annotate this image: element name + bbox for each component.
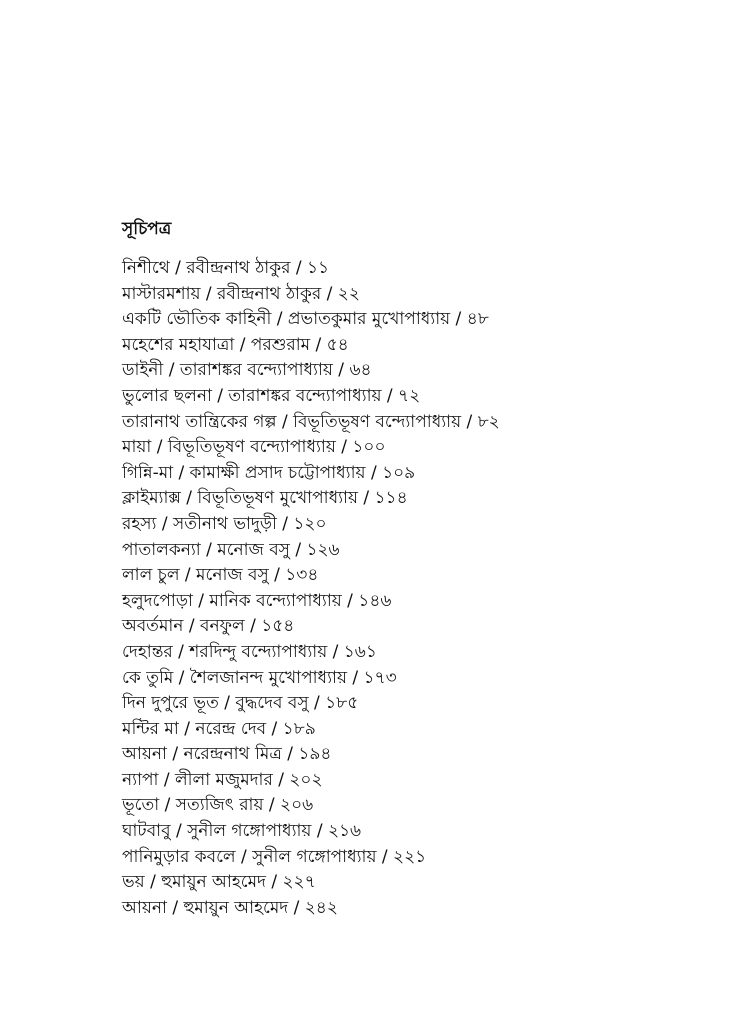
toc-entry: তারানাথ তান্ত্রিকের গল্প / বিভূতিভূষণ বন্দ্যোপাধ্যায় / ৮২ bbox=[122, 411, 500, 432]
toc-entry: ভয় / হুমায়ুন আহমেদ / ২২৭ bbox=[122, 872, 316, 893]
toc-entry: ঘাটবাবু / সুনীল গঙ্গোপাধ্যায় / ২১৬ bbox=[122, 821, 362, 842]
toc-entry: রহস্য / সতীনাথ ভাদুড়ী / ১২০ bbox=[122, 513, 327, 534]
toc-entry: গিন্নি-মা / কামাক্ষী প্রসাদ চট্টোপাধ্যায় / ১০৯ bbox=[122, 462, 416, 483]
toc-entry: আয়না / নরেন্দ্রনাথ মিত্র / ১৯৪ bbox=[122, 744, 332, 765]
toc-entry: মহেশের মহাযাত্রা / পরশুরাম / ৫৪ bbox=[122, 334, 349, 355]
toc-entry: ভুলোর ছলনা / তারাশঙ্কর বন্দ্যোপাধ্যায় / ৭২ bbox=[122, 385, 421, 406]
toc-entry: হলুদপোড়া / মানিক বন্দ্যোপাধ্যায় / ১৪৬ bbox=[122, 590, 392, 611]
toc-entry: অবর্তমান / বনফুল / ১৫৪ bbox=[122, 616, 295, 637]
toc-entry: মায়া / বিভূতিভূষণ বন্দ্যোপাধ্যায় / ১০০ bbox=[122, 437, 386, 458]
toc-entry: দেহান্তর / শরদিন্দু বন্দ্যোপাধ্যায় / ১৬১ bbox=[122, 641, 377, 662]
toc-entry: পানিমুড়ার কবলে / সুনীল গঙ্গোপাধ্যায় / ২২১ bbox=[122, 846, 427, 867]
toc-entry: ক্লাইম্যাক্স / বিভূতিভূষণ মুখোপাধ্যায় / ১১৪ bbox=[122, 488, 408, 509]
toc-entry: ন্যাপা / লীলা মজুমদার / ২০২ bbox=[122, 769, 323, 790]
toc-entry: পাতালকন্যা / মনোজ বসু / ১২৬ bbox=[122, 539, 340, 560]
toc-entry: ভূতো / সত্যজিৎ রায় / ২০৬ bbox=[122, 795, 314, 816]
toc-entry: মাস্টারমশায় / রবীন্দ্রনাথ ঠাকুর / ২২ bbox=[122, 283, 360, 304]
toc-entry: একটি ভৌতিক কাহিনী / প্রভাতকুমার মুখোপাধ্যায় / ৪৮ bbox=[122, 309, 489, 330]
toc-entry: আয়না / হুমায়ুন আহমেদ / ২৪২ bbox=[122, 897, 338, 918]
toc-entry: দিন দুপুরে ভূত / বুদ্ধদেব বসু / ১৮৫ bbox=[122, 693, 359, 714]
toc-entry: নিশীথে / রবীন্দ্রনাথ ঠাকুর / ১১ bbox=[122, 258, 330, 278]
toc-entry: কে তুমি / শৈলজানন্দ মুখোপাধ্যায় / ১৭৩ bbox=[122, 667, 397, 688]
page-title: সূচিপত্র bbox=[122, 219, 172, 239]
toc-entry: মন্টির মা / নরেন্দ্র দেব / ১৮৯ bbox=[122, 718, 316, 739]
table-of-contents bbox=[122, 256, 500, 921]
toc-entry: লাল চুল / মনোজ বসু / ১৩৪ bbox=[122, 565, 319, 586]
toc-entry: ডাইনী / তারাশঙ্কর বন্দ্যোপাধ্যায় / ৬৪ bbox=[122, 360, 372, 381]
